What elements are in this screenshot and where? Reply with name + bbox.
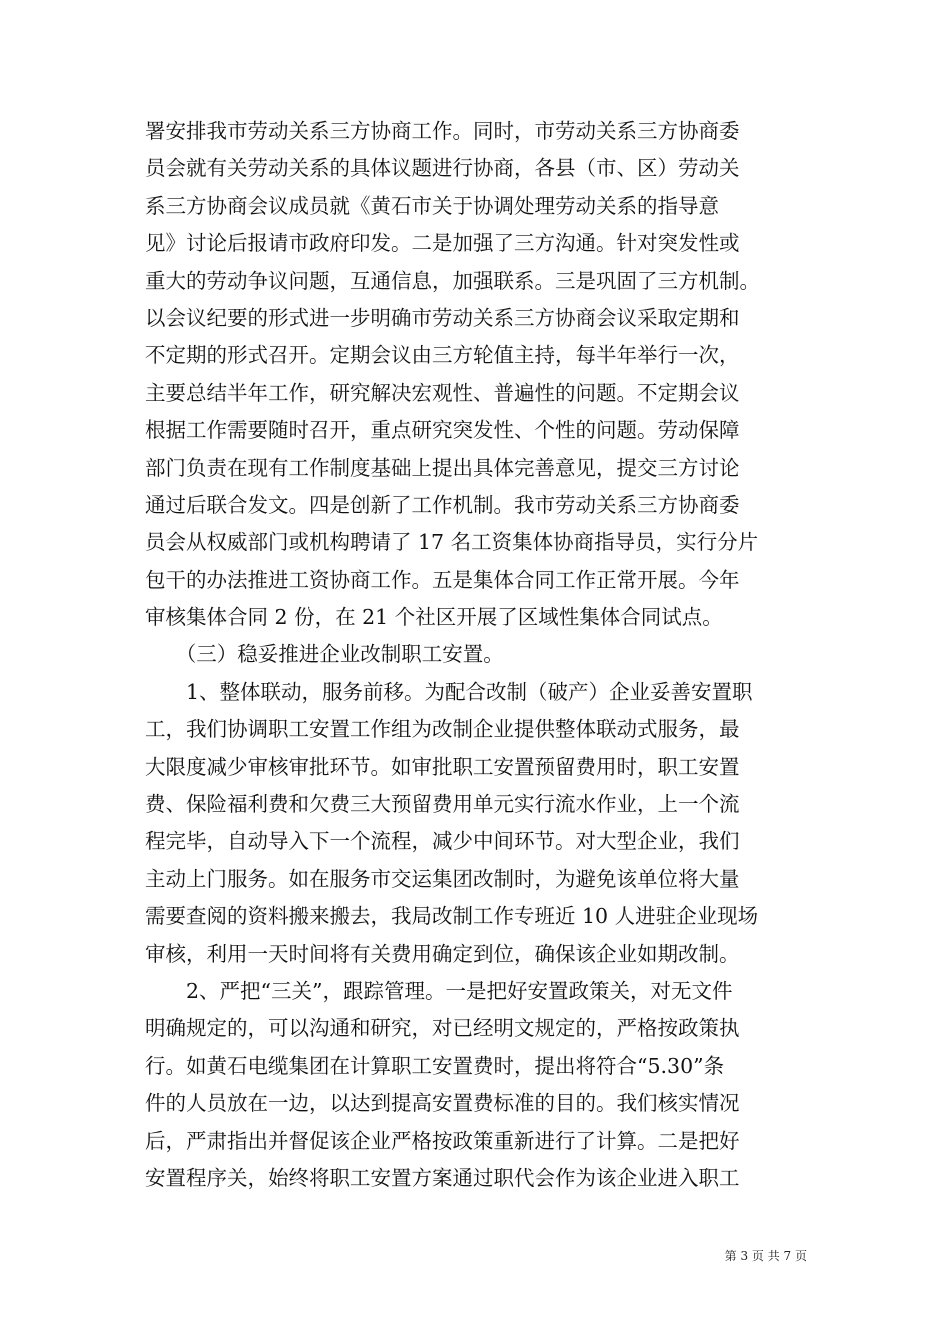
text-line: 系三方协商会议成员就《黄石市关于协调处理劳动关系的指导意 [145, 193, 719, 218]
text-line: 员会就有关劳动关系的具体议题进行协商，各县（市、区）劳动关 [145, 156, 740, 181]
text-line: 审核，利用一天时间将有关费用确定到位，确保该企业如期改制。 [145, 941, 740, 966]
text-line: 大限度减少审核审批环节。如审批职工安置预留费用时，职工安置 [145, 754, 740, 779]
text-line: 明确规定的，可以沟通和研究，对已经明文规定的，严格按政策执 [145, 1016, 740, 1041]
text-line: 主动上门服务。如在服务市交运集团改制时，为避免该单位将大量 [145, 866, 740, 891]
text-line: 重大的劳动争议问题，互通信息，加强联系。三是巩固了三方机制。 [145, 268, 760, 293]
text-line: 根据工作需要随时召开，重点研究突发性、个性的问题。劳动保障 [145, 418, 740, 443]
text-line: 件的人员放在一边，以达到提高安置费标准的目的。我们核实情况 [145, 1091, 740, 1116]
text-line: 2、严把“三关”，跟踪管理。一是把好安置政策关，对无文件 [145, 978, 733, 1003]
text-line: （三）稳妥推进企业改制职工安置。 [145, 642, 504, 667]
text-line: 包干的办法推进工资协商工作。五是集体合同工作正常开展。今年 [145, 567, 740, 592]
text-line: 工，我们协调职工安置工作组为改制企业提供整体联动式服务，最 [145, 717, 740, 742]
text-line: 后，严肃指出并督促该企业严格按政策重新进行了计算。二是把好 [145, 1128, 740, 1153]
text-line: 通过后联合发文。四是创新了工作机制。我市劳动关系三方协商委 [145, 492, 740, 517]
page-number: 第 3 页 共 7 页 [724, 1249, 807, 1263]
text-line: 主要总结半年工作，研究解决宏观性、普遍性的问题。不定期会议 [145, 380, 740, 405]
text-line: 不定期的形式召开。定期会议由三方轮值主持，每半年举行一次， [145, 343, 740, 368]
text-line: 见》讨论后报请市政府印发。二是加强了三方沟通。针对突发性或 [145, 231, 740, 256]
text-line: 员会从权威部门或机构聘请了 17 名工资集体协商指导员，实行分片 [145, 530, 759, 555]
text-line: 部门负责在现有工作制度基础上提出具体完善意见，提交三方讨论 [145, 455, 740, 480]
text-line: 署安排我市劳动关系三方协商工作。同时，市劳动关系三方协商委 [145, 119, 740, 143]
text-line: 安置程序关，始终将职工安置方案通过职代会作为该企业进入职工 [145, 1165, 740, 1190]
text-line: 程完毕，自动导入下一个流程，减少中间环节。对大型企业，我们 [145, 829, 740, 854]
text-line: 以会议纪要的形式进一步明确市劳动关系三方协商会议采取定期和 [145, 305, 740, 330]
text-line: 行。如黄石电缆集团在计算职工安置费时，提出将符合“5.30”条 [145, 1053, 725, 1078]
body-text [145, 113, 831, 1197]
text-line: 需要查阅的资料搬来搬去，我局改制工作专班近 10 人进驻企业现场 [145, 904, 759, 929]
text-line: 1、整体联动，服务前移。为配合改制（破产）企业妥善安置职 [145, 679, 753, 704]
text-line: 审核集体合同 2 份，在 21 个社区开展了区域性集体合同试点。 [145, 605, 723, 630]
text-line: 费、保险福利费和欠费三大预留费用单元实行流水作业，上一个流 [145, 792, 740, 817]
